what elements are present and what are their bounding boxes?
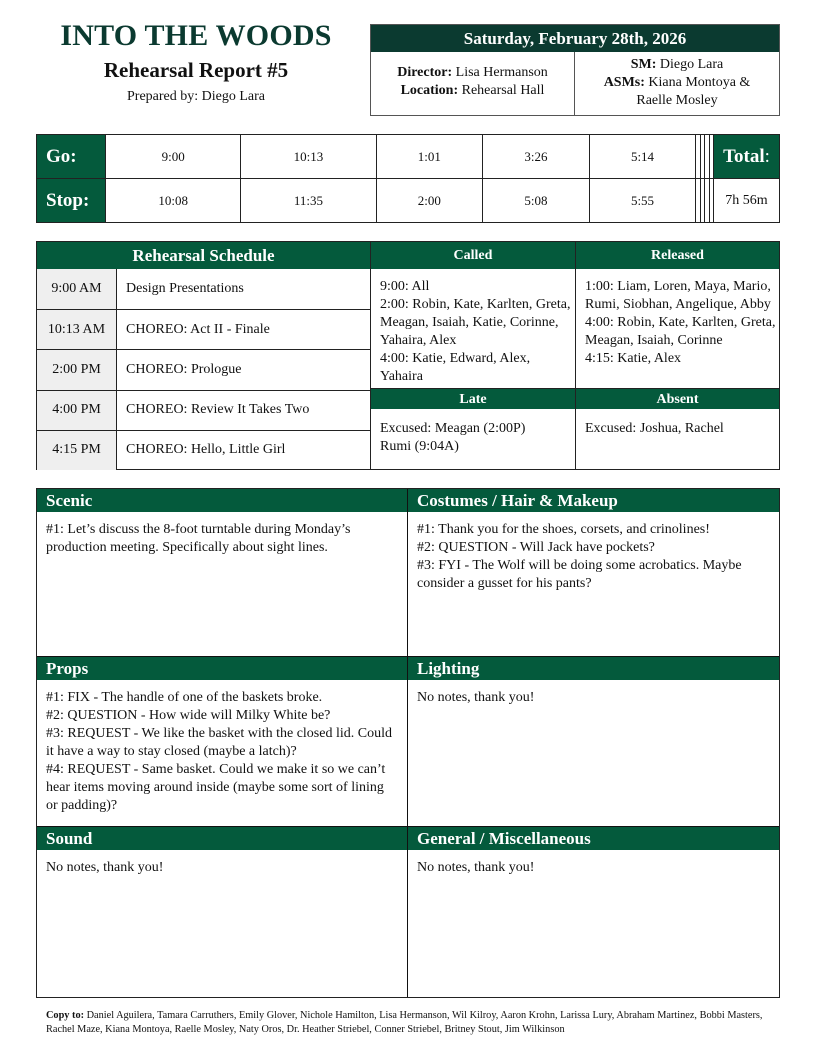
notes-costumes — [408, 489, 779, 656]
report-date: Saturday, February 28th, 2026 — [371, 25, 779, 52]
released-entry: 1:00: Liam, Loren, Maya, Mario, Rumi, Siobhan, Angelique, Abby — [585, 279, 771, 312]
prepared-by: Prepared by: Diego Lara — [127, 89, 265, 104]
note-line: #1: Let’s discuss the 8-foot turntable during Monday’s production meeting. Specifically about sight lines. — [46, 522, 351, 555]
schedule-row — [37, 349, 371, 389]
note-line: No notes, thank you! — [417, 690, 535, 705]
go-cell: 3:26 — [483, 135, 590, 179]
director-location-cell — [371, 52, 575, 115]
report-title: Rehearsal Report #5 — [103, 58, 289, 82]
schedule-time: 10:13 AM — [37, 310, 117, 349]
department-notes — [36, 488, 780, 998]
note-line: #3: REQUEST - We like the basket with the closed lid. Could it have a way to stay closed (maybe a latch)? — [46, 726, 392, 759]
note-line: #1: FIX - The handle of one of the baskets broke. — [46, 690, 323, 705]
notes-scenic-body — [37, 512, 407, 557]
released-list — [576, 269, 779, 388]
total-value: 7h 56m — [714, 179, 780, 223]
schedule-time: 4:00 PM — [37, 391, 117, 430]
note-line: No notes, thank you! — [417, 860, 535, 875]
schedule-rows — [37, 269, 371, 470]
released-entry: 4:15: Katie, Alex — [585, 351, 682, 366]
note-line: #2: QUESTION - Will Jack have pockets? — [417, 540, 655, 555]
schedule-desc: CHOREO: Hello, Little Girl — [126, 442, 286, 458]
note-line: #2: QUESTION - How wide will Milky White be? — [46, 708, 331, 723]
called-entry: 9:00: All — [380, 279, 430, 294]
stop-cell: 10:08 — [106, 179, 241, 223]
copy-to — [46, 1009, 776, 1037]
schedule-time: 2:00 PM — [37, 350, 117, 389]
called-list — [371, 269, 576, 388]
note-line: No notes, thank you! — [46, 860, 164, 875]
called-entry: 2:00: Robin, Kate, Karlten, Greta, Meagan, Isaiah, Katie, Corinne, Yahaira, Alex — [380, 297, 571, 348]
schedule-row — [37, 309, 371, 349]
sm-asm-cell — [575, 52, 779, 115]
late-entry: Rumi (9:04A) — [380, 439, 459, 454]
notes-lighting — [408, 656, 779, 826]
note-line: #1: Thank you for the shoes, corsets, and crinolines! — [417, 522, 710, 537]
notes-lighting-body — [408, 680, 779, 707]
notes-sound-title: Sound — [37, 827, 407, 850]
notes-costumes-title: Costumes / Hair & Makeup — [408, 489, 779, 512]
schedule-block — [36, 241, 780, 470]
asms-value-line1: Kiana Montoya & — [648, 75, 751, 90]
director-value: Lisa Hermanson — [455, 65, 548, 80]
go-cell: 9:00 — [106, 135, 241, 179]
schedule-row — [37, 390, 371, 430]
released-title: Released — [576, 242, 779, 269]
go-cell: 1:01 — [376, 135, 483, 179]
timing-table — [36, 134, 780, 223]
schedule-time: 4:15 PM — [37, 431, 117, 470]
schedule-desc: CHOREO: Act II - Finale — [126, 321, 270, 337]
notes-general-title: General / Miscellaneous — [408, 827, 779, 850]
schedule-desc: Design Presentations — [126, 281, 244, 297]
notes-sound-body — [37, 850, 407, 877]
stop-cell: 11:35 — [241, 179, 376, 223]
late-entry: Excused: Meagan (2:00P) — [380, 421, 526, 436]
notes-general — [408, 826, 779, 997]
sm-line — [575, 56, 779, 74]
schedule-time: 9:00 AM — [37, 269, 117, 309]
schedule-row — [37, 430, 371, 470]
notes-sound — [37, 826, 408, 997]
called-entry: 4:00: Katie, Edward, Alex, Yahaira — [380, 351, 531, 384]
absent-entry: Excused: Joshua, Rachel — [585, 421, 724, 436]
schedule-title: Rehearsal Schedule — [37, 242, 371, 269]
total-label-colon: : — [764, 145, 770, 167]
notes-general-body — [408, 850, 779, 877]
asms-label: ASMs: — [603, 75, 645, 90]
schedule-row — [37, 269, 371, 309]
schedule-desc: CHOREO: Prologue — [126, 361, 242, 377]
location-value: Rehearsal Hall — [461, 83, 545, 98]
go-cell: 5:14 — [589, 135, 696, 179]
go-row — [37, 135, 780, 179]
late-title: Late — [371, 388, 576, 409]
stop-cell: 5:55 — [589, 179, 696, 223]
released-entry: 4:00: Robin, Kate, Karlten, Greta, Meagan, Isaiah, Corinne — [585, 315, 776, 348]
stop-row — [37, 179, 780, 223]
director-line — [371, 64, 574, 82]
asms-value-line2: Raelle Mosley — [636, 93, 718, 108]
location-label: Location: — [400, 83, 459, 98]
go-label: Go: — [37, 135, 106, 179]
notes-props-body — [37, 680, 407, 815]
notes-scenic-title: Scenic — [37, 489, 407, 512]
stop-cell: 5:08 — [483, 179, 590, 223]
notes-lighting-title: Lighting — [408, 657, 779, 680]
notes-costumes-body — [408, 512, 779, 593]
absent-title: Absent — [576, 388, 779, 409]
go-cell: 10:13 — [241, 135, 376, 179]
schedule-desc: CHOREO: Review It Takes Two — [126, 402, 310, 418]
copy-to-label: Copy to: — [46, 1010, 85, 1021]
total-label-text: Total — [723, 145, 765, 167]
total-label — [714, 135, 780, 179]
sm-label: SM: — [630, 57, 657, 72]
absent-list — [576, 409, 779, 469]
show-title: INTO THE WOODS — [60, 19, 332, 52]
notes-props-title: Props — [37, 657, 407, 680]
called-title: Called — [371, 242, 576, 269]
note-line: #4: REQUEST - Same basket. Could we make it so we can’t hear items moving around inside (maybe some sort of lining or padding)? — [46, 762, 386, 813]
info-box — [370, 24, 780, 116]
sm-value: Diego Lara — [659, 57, 724, 72]
location-line — [371, 82, 574, 100]
note-line: #3: FYI - The Wolf will be doing some acrobatics. Maybe consider a gusset for his pants? — [417, 558, 742, 591]
notes-scenic — [37, 489, 408, 656]
copy-to-names: Daniel Aguilera, Tamara Carruthers, Emily Glover, Nichole Hamilton, Lisa Hermanson, Wil Kilroy, Aaron Krohn, Larissa Lury, Abraham Martinez, Bobbi Masters, Rachel Maze, Kiana Montoya, Raelle Mosley, Naty Oros, Dr. Heather Striebel, Conner Striebel, Britney Stout, Jim Wilkinson — [46, 1010, 763, 1035]
stop-cell: 2:00 — [376, 179, 483, 223]
stop-label: Stop: — [37, 179, 106, 223]
director-label: Director: — [397, 65, 453, 80]
asms-line — [575, 74, 779, 92]
notes-props — [37, 656, 408, 826]
late-list — [371, 409, 576, 469]
